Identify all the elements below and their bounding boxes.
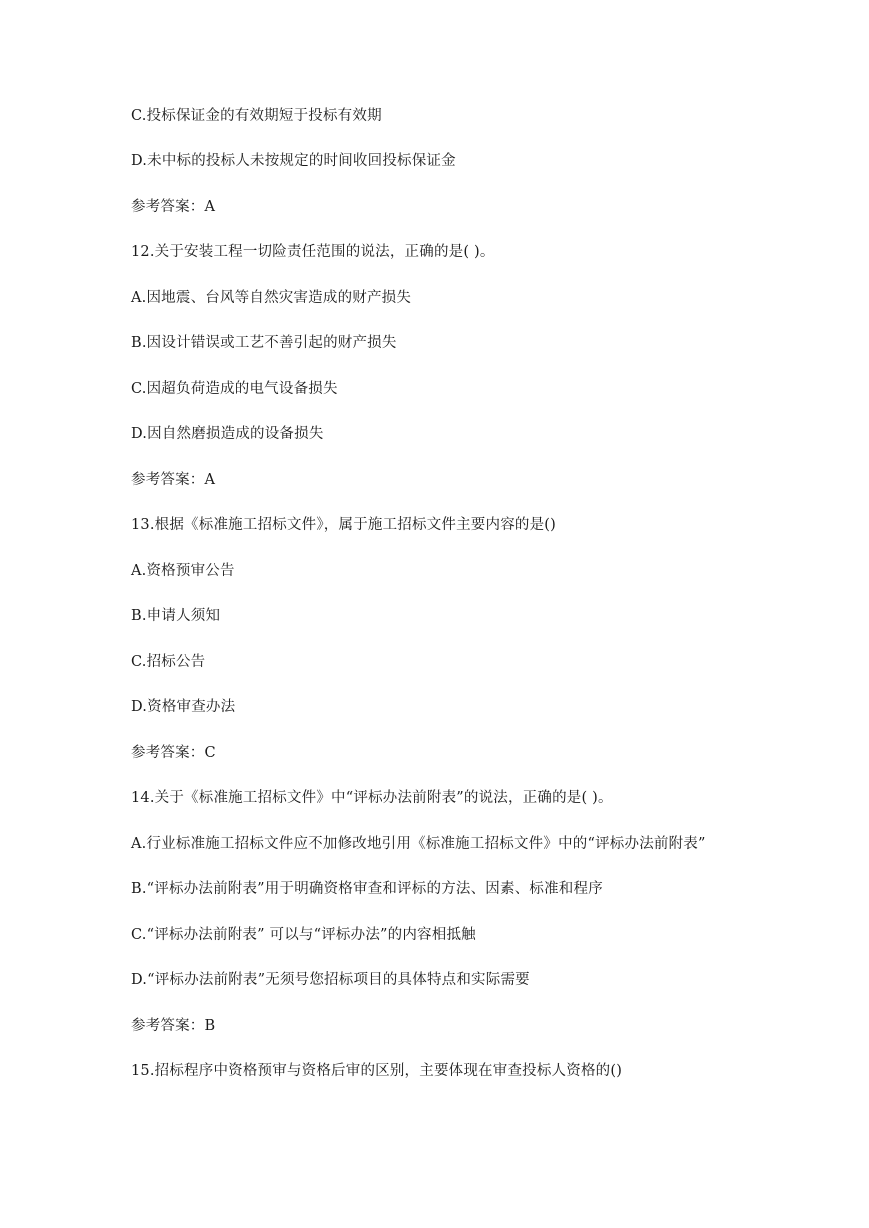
option-d-q13: D.资格审查办法 bbox=[131, 699, 236, 715]
option-d-q11: D.未中标的投标人未按规定的时间收回投标保证金 bbox=[131, 153, 456, 169]
option-c-q13: C.招标公告 bbox=[131, 654, 206, 670]
option-c-q12: C.因超负荷造成的电气设备损失 bbox=[131, 381, 338, 397]
question-13: 13.根据《标准施工招标文件》，属于施工招标文件主要内容的是() bbox=[131, 517, 557, 533]
answer-q14: 参考答案：B bbox=[131, 1018, 216, 1034]
option-d-q12: D.因自然磨损造成的设备损失 bbox=[131, 426, 324, 442]
option-c-q14: C.“评标办法前附表” 可以与“评标办法”的内容相抵触 bbox=[131, 927, 476, 943]
question-14: 14.关于《标准施工招标文件》中“评标办法前附表”的说法，正确的是( )。 bbox=[131, 790, 613, 806]
answer-q13: 参考答案：C bbox=[131, 745, 216, 761]
option-a-q12: A.因地震、台风等自然灾害造成的财产损失 bbox=[131, 290, 412, 306]
option-c-q11: C.投标保证金的有效期短于投标有效期 bbox=[131, 108, 382, 124]
option-b-q14: B.“评标办法前附表”用于明确资格审查和评标的方法、因素、标准和程序 bbox=[131, 881, 603, 897]
option-a-q14: A.行业标准施工招标文件应不加修改地引用《标准施工招标文件》中的“评标办法前附表” bbox=[131, 836, 706, 852]
question-12: 12.关于安装工程一切险责任范围的说法，正确的是( )。 bbox=[131, 244, 495, 260]
answer-q12: 参考答案：A bbox=[131, 472, 216, 488]
option-d-q14: D.“评标办法前附表”无须号您招标项目的具体特点和实际需要 bbox=[131, 972, 530, 988]
question-15: 15.招标程序中资格预审与资格后审的区别，主要体现在审查投标人资格的() bbox=[131, 1063, 623, 1079]
option-a-q13: A.资格预审公告 bbox=[131, 563, 235, 579]
answer-q11: 参考答案：A bbox=[131, 199, 216, 215]
option-b-q13: B.申请人须知 bbox=[131, 608, 221, 624]
option-b-q12: B.因设计错误或工艺不善引起的财产损失 bbox=[131, 335, 397, 351]
